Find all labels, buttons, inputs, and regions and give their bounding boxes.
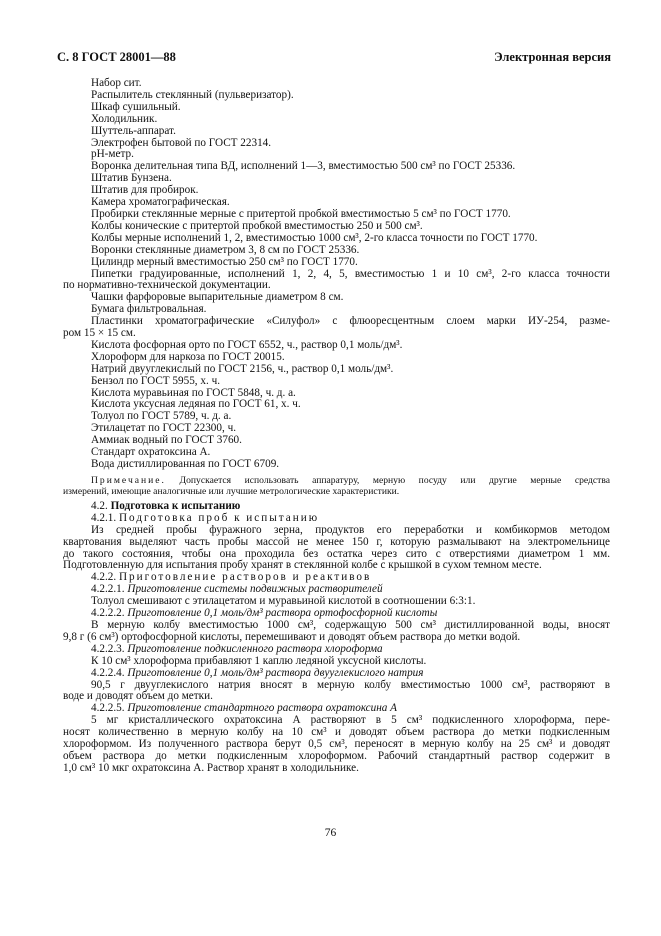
equipment-item: Штатив Бунзена. <box>91 172 172 185</box>
reagent-item: Натрий двууглекислый по ГОСТ 2156, ч., раствор 0,1 моль/дм³. <box>91 362 394 375</box>
equipment-item: Шкаф сушильный. <box>91 100 181 113</box>
equipment-item: Колбы конические с притертой пробкой вместимостью 250 и 500 см³. <box>91 219 423 232</box>
equipment-item: Распылитель стеклянный (пульверизатор). <box>91 88 294 101</box>
reagent-item: Этилацетат по ГОСТ 22300, ч. <box>91 422 237 435</box>
equipment-item: Воронка делительная типа ВД, исполнений 1—3, вместимостью 500 см³ по ГОСТ 25336. <box>91 160 516 173</box>
document-body <box>63 78 610 775</box>
section-4-2-1-heading <box>63 513 610 525</box>
section-4-2-2-3-heading <box>63 644 610 656</box>
reagent-item: Стандарт охратоксина А. <box>91 446 211 459</box>
paragraph-line: 5 мг кристаллического охратоксина А растворяют в 5 см³ подкисленного хлороформа, пере- <box>91 714 610 727</box>
equipment-item: Набор сит. <box>91 77 142 89</box>
paragraph-line: носят количественно в мерную колбу на 10 см³ и доводят объем раствора до метки подкисленным <box>63 726 610 739</box>
note-line-2: измерений, имеющие аналогичные или лучшие метрологические характеристики. <box>63 485 400 497</box>
paragraph-line: К 10 см³ хлороформа прибавляют 1 каплю ледяной уксусной кислоты. <box>91 654 427 667</box>
running-header-version: Электронная версия <box>494 50 611 64</box>
paragraph-line: 1,0 см³ 10 мкг охратоксина А. Раствор хранят в холодильнике. <box>63 761 359 774</box>
reagent-item: Кислота фосфорная орто по ГОСТ 6552, ч., раствор 0,1 моль/дм³. <box>91 338 403 351</box>
equipment-item: Штатив для пробирок. <box>91 184 199 197</box>
reagent-item: Кислота уксусная ледяная по ГОСТ 61, х. ч. <box>91 398 301 411</box>
section-title: Подготовка к испытанию <box>110 499 241 512</box>
equipment-item: Воронки стеклянные диаметром 3, 8 см по ГОСТ 25336. <box>91 243 360 256</box>
section-title: Приготовление 0,1 моль/дм³ раствора двууглекислого натрия <box>127 666 424 679</box>
paragraph-line: воде и доводят объем до метки. <box>63 690 213 703</box>
paragraph-line: 90,5 г двууглекислого натрия вносят в мерную колбу вместимостью 1000 см³, растворяют в <box>91 678 610 691</box>
section-title: Приготовление стандартного раствора охратоксина А <box>127 702 398 715</box>
equipment-item: Холодильник. <box>91 112 158 125</box>
note-label: Примечание. <box>91 474 166 486</box>
section-number: 4.2.2.2. <box>91 607 125 620</box>
equipment-item: Цилиндр мерный вместимостью 250 см³ по ГОСТ 1770. <box>91 255 358 268</box>
paragraph-line: объем раствора до метки подкисленным хлороформом. Рабочий стандартный раствор содержит в <box>63 749 610 762</box>
section-number: 4.2.2.3. <box>91 642 125 655</box>
reagent-item: Толуол по ГОСТ 5789, ч. д. а. <box>91 410 232 423</box>
reagent-item: Хлороформ для наркоза по ГОСТ 20015. <box>91 350 285 363</box>
paragraph-line: хлороформом. Из полученного раствора берут 0,5 см³, переносят в мерную колбу на 25 см³ и доводят <box>63 738 610 751</box>
paragraph-line: до такого состояния, чтобы она проходила без остатка через сито с отверстиями диаметром 1 мм. <box>63 547 610 560</box>
equipment-item: Шуттель-аппарат. <box>91 124 176 137</box>
equipment-item: Пробирки стеклянные мерные с притертой пробкой вместимостью 5 см³ по ГОСТ 1770. <box>91 207 511 220</box>
section-title: Подготовка проб к испытанию <box>118 511 320 524</box>
equipment-item: Чашки фарфоровые выпарительные диаметром 8 см. <box>91 291 344 304</box>
equipment-item: Колбы мерные исполнений 1, 2, вместимостью 1000 см³, 2-го класса точности по ГОСТ 1770. <box>91 231 538 244</box>
section-4-2-2-4-heading <box>63 668 610 680</box>
plates-line-2: ром 15 × 15 см. <box>63 327 136 340</box>
paragraph-line: 9,8 г (6 см³) ортофосфорной кислоты, перемешивают и доводят объем раствора до метки водой. <box>63 630 521 643</box>
section-title: Приготовление 0,1 моль/дм³ раствора ортофосфорной кислоты <box>127 607 438 620</box>
equipment-item: Камера хроматографическая. <box>91 196 230 209</box>
paragraph-line: Подготовленную для испытания пробу хранят в стеклянной колбе с крышкой в сухом темном месте. <box>63 559 542 572</box>
plates-line-1: Пластинки хроматографические «Силуфол» с флюоресцентным слоем марки ИУ-254, разме- <box>91 315 610 328</box>
page-number: 76 <box>324 827 337 839</box>
reagent-item: Бензол по ГОСТ 5955, х. ч. <box>91 374 221 387</box>
note-text: Допускается использовать аппаратуру, мерную посуду или другие мерные средства <box>179 474 610 486</box>
paragraph-line: Из средней пробы фуражного зерна, продуктов его переработки и комбикормов методом <box>91 523 610 536</box>
equipment-item: Электрофен бытовой по ГОСТ 22314. <box>91 136 272 149</box>
running-header-standard: С. 8 ГОСТ 28001—88 <box>57 50 176 64</box>
reagent-item: Вода дистиллированная по ГОСТ 6709. <box>91 458 280 470</box>
paragraph-line: В мерную колбу вместимостью 1000 см³, содержащую 500 см³ дистиллированной воды, вносят <box>91 618 610 631</box>
pipettes-line-1: Пипетки градуированные, исполнений 1, 2, 4, 5, вместимостью 1 и 10 см³, 2-го класса точности <box>91 267 610 280</box>
reagent-item: Аммиак водный по ГОСТ 3760. <box>91 434 242 447</box>
equipment-item: pH-метр. <box>91 148 134 161</box>
section-number: 4.2.2.4. <box>91 666 125 679</box>
section-number: 4.2.1. <box>91 511 117 524</box>
equipment-item: Бумага фильтровальная. <box>91 303 207 316</box>
section-title: Приготовление системы подвижных растворителей <box>127 583 383 596</box>
paragraph-line: квартования выделяют часть пробы массой не менее 150 г, которую размалывают на электромельнице <box>63 535 610 548</box>
section-number: 4.2.2. <box>91 571 117 584</box>
section-title: Приготовление растворов и реактивов <box>118 571 372 584</box>
note-line-1 <box>63 475 610 486</box>
section-title: Приготовление подкисленного раствора хлороформа <box>127 642 383 655</box>
section-number: 4.2.2.5. <box>91 702 125 715</box>
pipettes-line-2: по нормативно-технической документации. <box>63 279 271 292</box>
reagent-item: Кислота муравьиная по ГОСТ 5848, ч. д. а. <box>91 386 296 399</box>
section-number: 4.2. <box>91 499 108 512</box>
paragraph-line: Толуол смешивают с этилацетатом и муравьиной кислотой в соотношении 6:3:1. <box>91 595 476 608</box>
section-number: 4.2.2.1. <box>91 583 125 596</box>
